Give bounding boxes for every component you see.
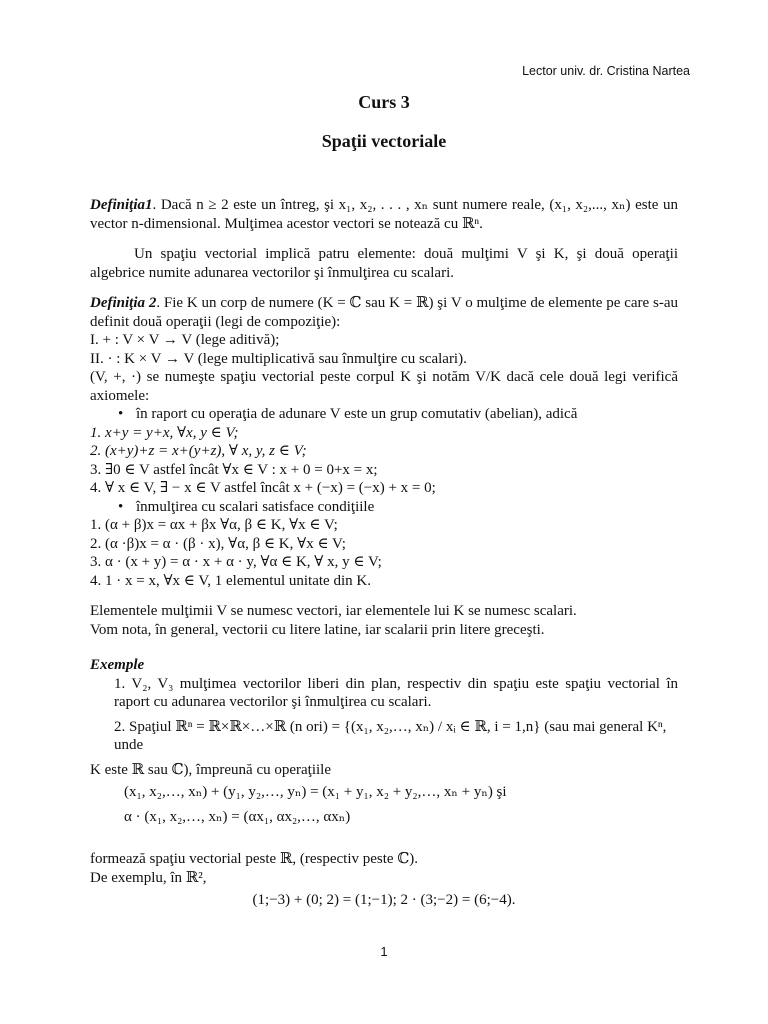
formula-scalar: α · (x₁, x₂,…, xₙ) = (αx₁, αx₂,…, αxₙ) <box>124 808 351 825</box>
example-2-line-2: K este ℝ sau ℂ), împreună cu operaţiile <box>90 761 331 778</box>
example-2-line-1: 2. Spaţiul ℝⁿ = ℝ×ℝ×…×ℝ (n ori) = {(x₁, x₂,…, xₙ) / xᵢ ∈ ℝ, i = 1,n} (sau mai general Kⁿ, unde <box>114 718 667 753</box>
bullet-addition: • în raport cu operaţia de adunare V este un grup comutativ (abelian), adică <box>90 405 678 424</box>
topic-title: Spaţii vectoriale <box>321 131 447 151</box>
definition-1 <box>90 196 678 233</box>
author-header: Lector univ. dr. Cristina Nartea <box>522 64 690 78</box>
definition-1-text: . Dacă n ≥ 2 este un întreg, şi x₁, x₂, . . . , xₙ sunt numere reale, (x₁, x₂,..., xₙ) este un vector n-dimensional. Mulţimea acestor vectori se notează cu ℝⁿ. <box>90 197 678 232</box>
formula-addition: (x₁, x₂,…, xₙ) + (y₁, y₂,…, yₙ) = (x₁ + y₁, x₂ + y₂,…, xₙ + yₙ) şi <box>124 784 507 800</box>
vector-space-statement: (V, +, ·) se numeşte spaţiu vectorial peste corpul K şi notăm V/K dacă cele două legi verifică axiomele: <box>90 369 678 404</box>
course-title: Curs 3 <box>358 92 410 112</box>
definition-2 <box>90 294 678 331</box>
example-calculation: (1;−3) + (0; 2) = (1;−1); 2 · (3;−2) = (6;−4). <box>252 892 516 908</box>
examples-heading-text: Exemple <box>90 657 145 673</box>
intro-paragraph: Un spaţiu vectorial implică patru elemente: două mulţimi V şi K, şi două operaţii algebrice numite adunarea vectorilor şi înmulţirea cu scalari. <box>90 246 678 281</box>
page-number: 1 <box>380 944 388 959</box>
mul-axiom-1: 1. (α + β)x = αx + βx ∀α, β ∈ K, ∀x ∈ V; <box>90 517 338 533</box>
add-axiom-4: 4. ∀ x ∈ V, ∃ − x ∈ V astfel încât x + (−x) = (−x) + x = 0; <box>90 480 436 496</box>
law-additive: I. + : V × V → V (lege aditivă); <box>90 332 280 348</box>
remark-notation: Vom nota, în general, vectorii cu litere latine, iar scalarii prin litere greceşti. <box>90 621 545 638</box>
mul-axiom-2: 2. (α ·β)x = α · (β · x), ∀α, β ∈ K, ∀x ∈ V; <box>90 535 346 552</box>
add-axiom-1: 1. x+y = y+x, ∀x, y ∈ V; <box>90 424 239 441</box>
mul-axiom-3: 3. α · (x + y) = α · x + α · y, ∀α ∈ K, ∀ x, y ∈ V; <box>90 554 382 570</box>
main-content <box>90 196 678 910</box>
definition-2-text: . Fie K un corp de numere (K = ℂ sau K = ℝ) şi V o mulţime de elemente pe care s-au definit două operaţii (legi de compoziţie): <box>90 295 679 330</box>
example-intro: De exemplu, în ℝ², <box>90 869 207 886</box>
remark-vectors-scalars: Elementele mulţimii V se numesc vectori, iar elementele lui K se numesc scalari. <box>90 603 577 619</box>
example-1: 1. V₂, V₃ mulţimea vectorilor liberi din plan, respectiv din spaţiu este spaţiu vectorial în raport cu adunarea vectorilor şi înmulţirea cu scalari. <box>114 675 678 710</box>
definition-2-label: Definiţia 2 <box>90 295 157 311</box>
add-axiom-2: 2. (x+y)+z = x+(y+z), ∀ x, y, z ∈ V; <box>90 443 307 459</box>
mul-axiom-4: 4. 1 · x = x, ∀x ∈ V, 1 elementul unitate din K. <box>90 572 371 589</box>
definition-1-label: Definiţia1 <box>90 197 153 213</box>
add-axiom-3: 3. ∃0 ∈ V astfel încât ∀x ∈ V : x + 0 = 0+x = x; <box>90 461 378 478</box>
example-conclusion: formează spaţiu vectorial peste ℝ, (respectiv peste ℂ). <box>90 851 419 867</box>
law-multiplicative: II. · : K × V → V (lege multiplicativă sau înmulţire cu scalari). <box>90 350 467 367</box>
bullet-scalar: • înmulţirea cu scalari satisface condiţiile <box>90 498 678 517</box>
examples-heading <box>90 656 678 675</box>
